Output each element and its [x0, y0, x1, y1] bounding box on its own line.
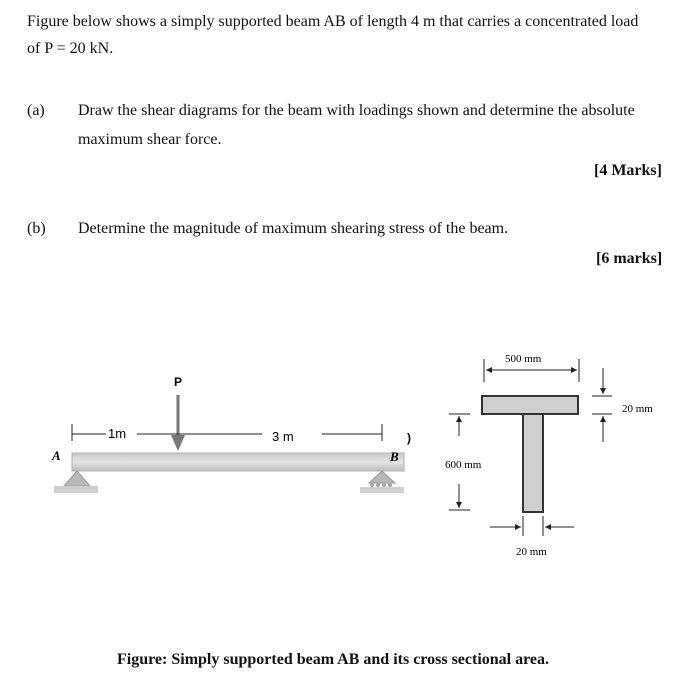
flange-thickness-dimension [592, 368, 612, 442]
part-a-label: (a) [27, 102, 45, 119]
part-a-marks: [4 Marks] [594, 162, 662, 179]
part-b-marks: [6 marks] [596, 250, 663, 267]
web [523, 414, 543, 512]
beam-figure [0, 330, 700, 570]
load-arrow-p [171, 395, 185, 451]
support-a-label: A [52, 448, 61, 463]
roller-support-b [360, 471, 404, 493]
web-thickness-dimension [490, 516, 574, 536]
flange [482, 396, 578, 414]
load-label: P [174, 375, 183, 389]
support-b-label: B [390, 449, 399, 464]
web-thickness-label: 20 mm [516, 546, 547, 558]
flange-thickness-label: 20 mm [622, 403, 653, 415]
figure-caption: Figure: Simply supported beam AB and its cross sectional area. [117, 651, 550, 668]
beam [72, 453, 404, 471]
dim-left-label: 1m [108, 426, 127, 441]
intro-line-1: Figure below shows a simply supported beam AB of length 4 m that carries a concentrated load [27, 13, 639, 30]
beam-body [72, 453, 404, 471]
part-a-line-2: maximum shear force. [78, 131, 222, 148]
web-height-label: 600 mm [445, 459, 482, 471]
pin-support-a [54, 471, 98, 493]
part-a-line-1: Draw the shear diagrams for the beam with loadings shown and determine the absolute [78, 102, 635, 119]
flange-width-label: 500 mm [505, 353, 542, 365]
part-b-text: Determine the magnitude of maximum shearing stress of the beam. [78, 220, 509, 237]
t-section [482, 396, 578, 512]
dim-right-label: 3 m [272, 429, 294, 444]
intro-line-2: of P = 20 kN. [27, 40, 114, 57]
part-b-label: (b) [27, 220, 46, 237]
stray-mark: ) [407, 431, 411, 445]
